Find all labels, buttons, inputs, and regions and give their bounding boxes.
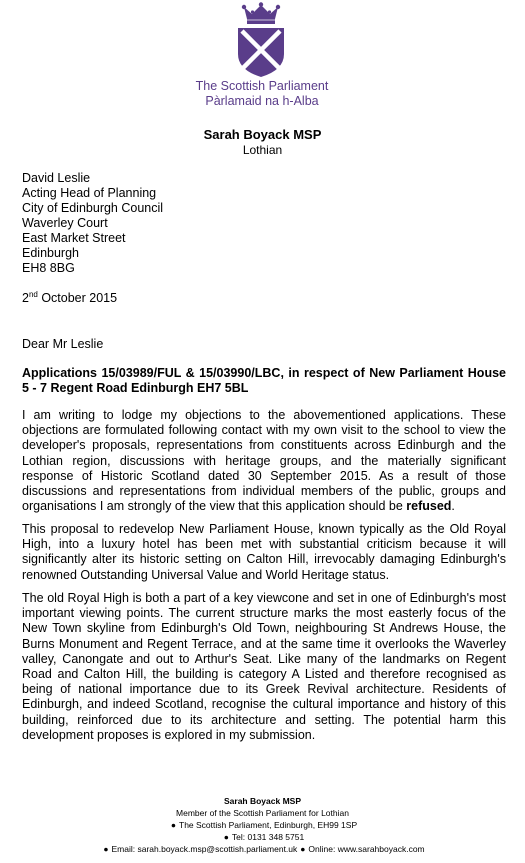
recipient-name: David Leslie xyxy=(22,171,91,185)
footer-role: Member of the Scottish Parliament for Lothian xyxy=(176,808,349,818)
scottish-parliament-logo xyxy=(228,2,294,78)
salutation: Dear Mr Leslie xyxy=(22,337,104,351)
bullet-icon: ● xyxy=(300,844,306,854)
footer-tel: Tel: 0131 348 5751 xyxy=(231,832,305,842)
body-paragraph-2: This proposal to redevelop New Parliament House, known typically as the Old Royal High, into a luxury hotel has been met with substantial criticism because it will significantly alter its historic setting on Calton Hill, irrevocably damaging Edinburgh's renowned Outstanding Universal Value and World Heritage status. xyxy=(22,522,506,582)
sender-name: Sarah Boyack MSP xyxy=(203,127,322,142)
body-paragraph-3: The old Royal High is both a part of a key viewcone and set in one of Edinburgh's most important viewing points. The current structure marks the most easterly focus of the New Town skyline from Edinburgh's Old Town, neighbouring St Andrews House, the Burns Monument and Regent Terrace, and at the same time it overlooks the Waverley valley, Canongate and out to Arthur's Seat. Like many of the landmarks on Regent Road and Calton Hill, the building is category A Listed and therefore recognised as being of national importance due to its Greek Revival architecture. Residents of Edinburgh, and indeed Scotland, recognise the cultural importance and history of this building, reinforced due to its architecture and setting. The potential harm this development proposes is explored in my submission. xyxy=(22,591,506,742)
date-suffix: nd xyxy=(28,290,38,299)
footer-tel-line xyxy=(0,832,525,843)
org-name-gaelic: Pàrlamaid na h-Alba xyxy=(205,94,319,108)
refused-emphasis: refused xyxy=(406,499,452,514)
letter-date xyxy=(22,291,117,306)
date-month-year: October 2015 xyxy=(37,291,118,305)
footer-address-line xyxy=(0,820,525,831)
footer-email: Email: sarah.boyack.msp@scottish.parliament.uk xyxy=(111,844,298,854)
org-name-english: The Scottish Parliament xyxy=(195,79,329,93)
recipient-postcode: EH8 8BG xyxy=(22,261,75,275)
recipient-title: Acting Head of Planning xyxy=(22,186,157,200)
recipient-address xyxy=(22,171,163,276)
body-paragraph-1 xyxy=(22,408,506,514)
bullet-icon: ● xyxy=(170,820,176,830)
date-day: 2 xyxy=(22,291,29,305)
footer-online: Online: www.sarahboyack.com xyxy=(308,844,425,854)
footer-address: The Scottish Parliament, Edinburgh, EH99 1SP xyxy=(179,820,358,830)
sender-region: Lothian xyxy=(242,143,283,157)
bullet-icon: ● xyxy=(223,832,229,842)
paragraph-text: I am writing to lodge my objections to the abovementioned applications. These objections are formulated following contact with my own visit to the school to view the developer's proposals, representations from constituents across Edinburgh and the Lothian region, discussions with heritage groups, and the materially significant response of Historic Scotland dated 30 September 2015. As a result of those discussions and representations from individual members of the public, groups and organisations I am strongly of the view that this application should be xyxy=(22,408,506,514)
recipient-address-line: Waverley Court xyxy=(22,216,108,230)
bullet-icon: ● xyxy=(103,844,109,854)
recipient-address-line: East Market Street xyxy=(22,231,126,245)
recipient-organisation: City of Edinburgh Council xyxy=(22,201,164,215)
recipient-city: Edinburgh xyxy=(22,246,79,260)
subject-line: Applications 15/03989/FUL & 15/03990/LBC, in respect of New Parliament House 5 - 7 Regent Road Edinburgh EH7 5BL xyxy=(22,366,506,395)
paragraph-end: . xyxy=(451,499,455,514)
footer-name: Sarah Boyack MSP xyxy=(223,796,301,806)
footer-contact-line xyxy=(0,844,525,855)
